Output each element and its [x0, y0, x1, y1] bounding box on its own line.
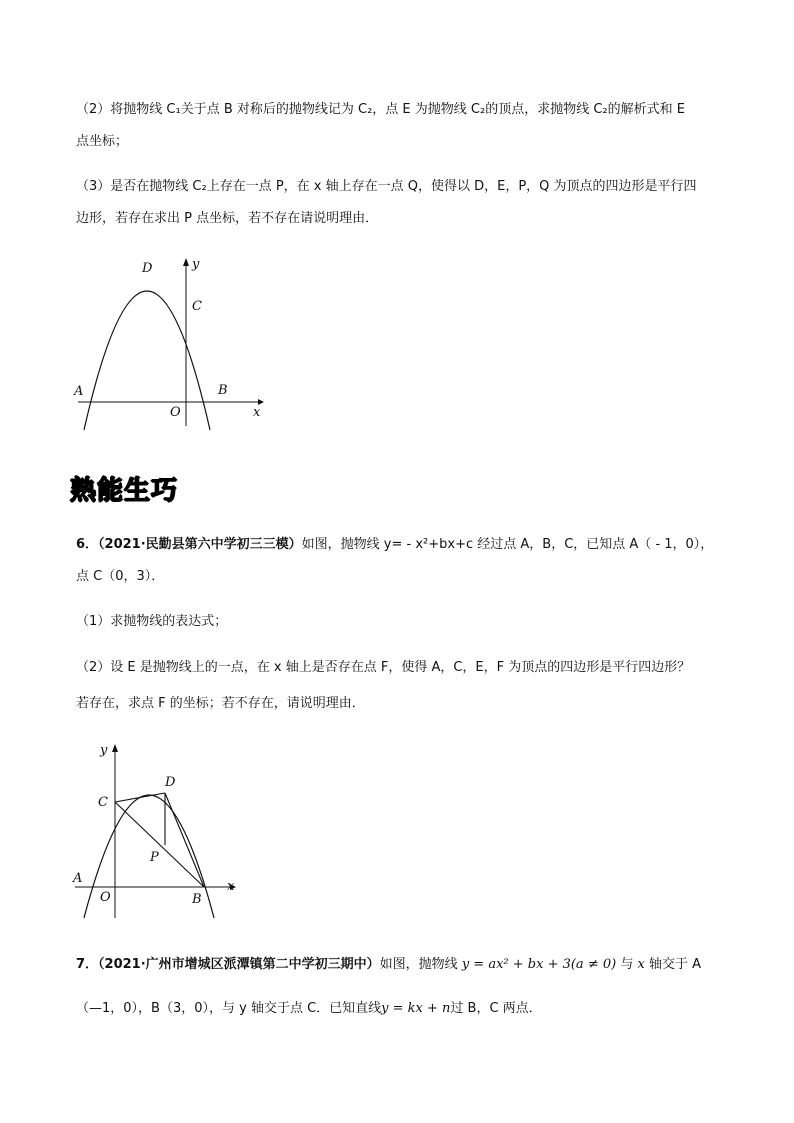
q5-part2-line1: （2）将抛物线 C₁关于点 B 对称后的抛物线记为 C₂，点 E 为抛物线 C₂的顶点，求抛物线 C₂的解析式和 E — [76, 102, 685, 117]
label-y: y — [192, 257, 200, 272]
q7-line2-start: （—1，0），B（3，0），与 y 轴交于点 C．已知直线 — [76, 1001, 382, 1016]
q5-part3-line1: （3）是否在抛物线 C₂上存在一点 P，在 x 轴上存在一点 Q，使得以 D，E，P，Q 为顶点的四边形是平行四 — [76, 179, 697, 194]
label-o: O — [170, 405, 181, 420]
y-axis-arrow — [183, 258, 189, 266]
label-x: x — [253, 405, 261, 420]
q7-stem-mid: 如图，抛物线 — [379, 957, 458, 972]
label-x: x — [227, 879, 235, 894]
q6-part1: （1）求抛物线的表达式； — [76, 614, 228, 629]
q7-stem-end: 轴交于 A — [648, 957, 701, 972]
q5-part3-line2: 边形，若存在求出 P 点坐标，若不存在请说明理由． — [76, 211, 379, 226]
q6-source: （2021·民勤县第六中学初三三模） — [98, 537, 302, 552]
q5-part2-line2: 点坐标； — [76, 134, 129, 149]
q7-x-variable: x — [637, 957, 645, 972]
q7-line2 — [76, 1000, 542, 1018]
q6-part2-line1: （2）设 E 是抛物线上的一点，在 x 轴上是否存在点 F，使得 A，C，E，F 为顶点的四边形是平行四边形？ — [76, 660, 691, 675]
q6-figure — [70, 740, 250, 920]
q7-number: 7． — [76, 957, 99, 972]
q7-equation-line: y = kx + n — [381, 1001, 451, 1016]
q7-source: （2021·广州市增城区派潭镇第二中学初三期中） — [98, 957, 380, 972]
label-d: D — [165, 775, 176, 790]
label-d: D — [142, 261, 153, 276]
label-o: O — [100, 890, 111, 905]
label-c: C — [192, 299, 202, 314]
label-y: y — [100, 743, 108, 758]
q7-equation-parabola: y = ax² + bx + 3(a ≠ 0) — [461, 957, 617, 972]
label-b: B — [192, 892, 202, 907]
label-b: B — [218, 383, 228, 398]
q6-stem: 如图，抛物线 y= - x²+bx+c 经过点 A，B，C，已知点 A（ - 1，0）， — [301, 537, 714, 552]
q7-stem-mid2: 与 — [620, 957, 634, 972]
q7-line1 — [76, 956, 701, 974]
q6-line2: 点 C（0，3）． — [76, 569, 165, 584]
q5-figure — [72, 252, 272, 432]
label-a: A — [73, 871, 83, 886]
section-title: 熟能生巧 — [70, 476, 179, 506]
segment-db — [165, 793, 204, 887]
q6-line1 — [76, 536, 713, 554]
y-axis-arrow — [112, 744, 118, 752]
label-p: P — [150, 850, 159, 865]
q7-line2-end: 过 B，C 两点． — [450, 1001, 542, 1016]
label-a: A — [74, 384, 84, 399]
q6-part2-line2: 若存在，求点 F 的坐标；若不存在，请说明理由． — [76, 696, 365, 711]
label-c: C — [98, 795, 108, 810]
q6-number: 6． — [76, 537, 99, 552]
